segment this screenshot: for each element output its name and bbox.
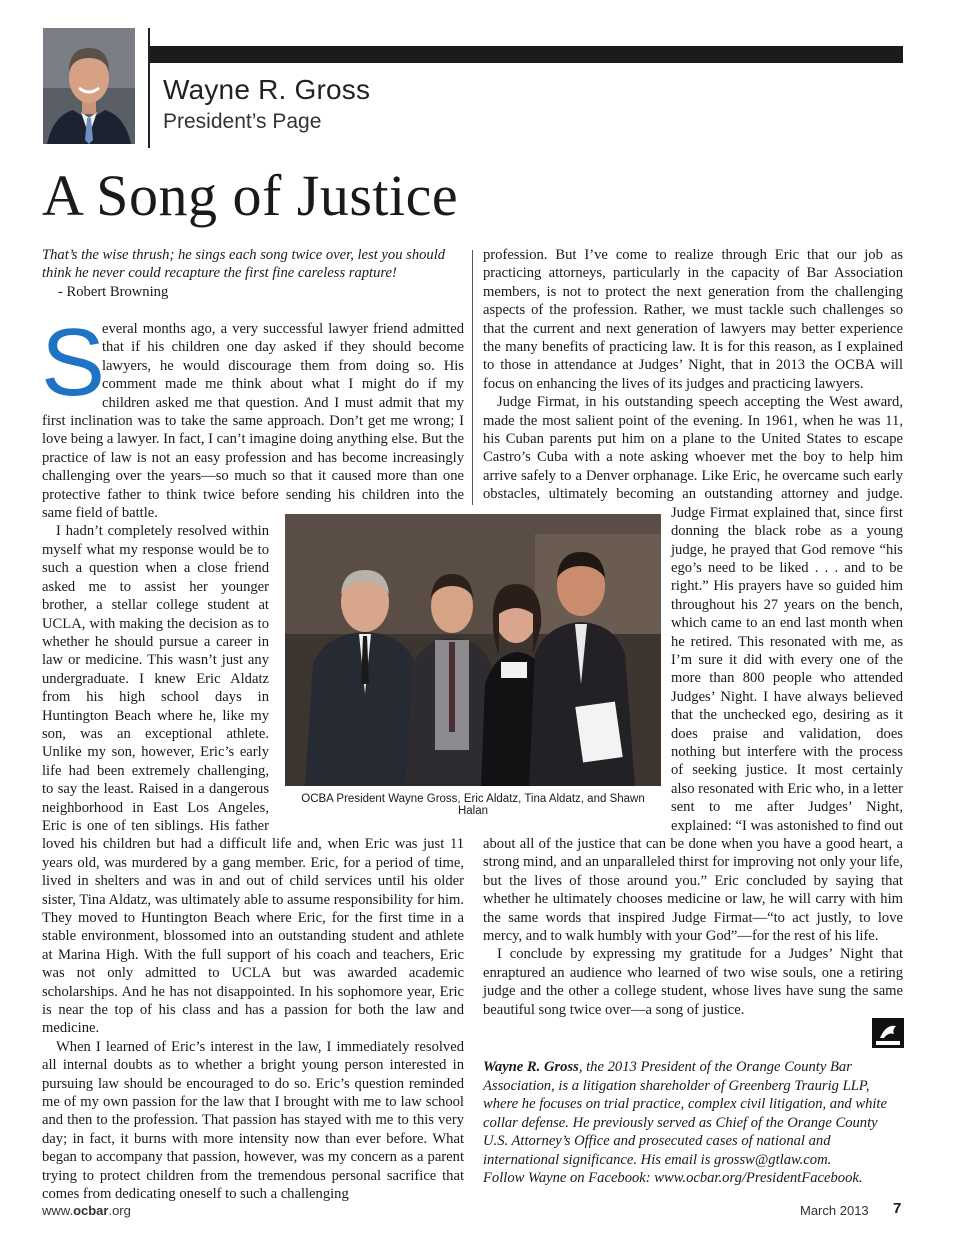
footer-site-main: ocbar bbox=[73, 1203, 109, 1218]
page-number: 7 bbox=[893, 1200, 902, 1217]
paragraph: I conclude by expressing my gratitude for a Judges’ Night that enraptured an audience who learned of two wise souls, one a retiring judge and the other a college student, whose lives have sung the same beautiful song twice over—a song of justice. bbox=[483, 946, 903, 1018]
group-photo-image bbox=[285, 514, 661, 786]
event-photo bbox=[285, 514, 661, 786]
epigraph: That’s the wise thrush; he sings each song twice over, lest you should think he never could recapture the first fine careless rapture! bbox=[42, 247, 446, 282]
bio-follow: Follow Wayne on Facebook: www.ocbar.org/PresidentFacebook. bbox=[483, 1170, 863, 1186]
paragraph: everal months ago, a very successful lawyer friend admitted that if his children one day asked if they should become lawyers, he would discourage them from doing so. His comment made me think about what I might do if my children asked me that question. And I must admit that my first inclination was to take the same approach. Don’t get me wrong; I love being a lawyer. In fact, I can’t imagine doing anything else. But the practice of law is not an easy profession and has become increasingly challenging over the years—so much so that it caused more than one protective father to think twice before sending his children into the same field of battle. bbox=[42, 321, 465, 522]
bio-name: Wayne R. Gross bbox=[483, 1059, 579, 1075]
paragraph: When I learned of Eric’s interest in the law, I immediately resolved all internal doubts as to whether a bright young person interested in pursuing law should be encouraged to do so. Eric’s question reminded me of my own passion for the law that I brought with me to law school and then to the profession. That passion has stayed with me to this very day; in fact, it burns with more intensity now than ever before. What began to accompany that passion, however, was my concern as a parent trying to protect children from the tremendous personal sacrifice that comes from dedicating oneself to such a challenging bbox=[42, 1038, 464, 1203]
epigraph-attribution: - Robert Browning bbox=[58, 284, 169, 300]
drop-cap: S bbox=[41, 309, 106, 416]
article-title: A Song of Justice bbox=[42, 163, 459, 228]
column-divider bbox=[472, 250, 473, 505]
photo-caption: OCBA President Wayne Gross, Eric Aldatz, Tina Aldatz, and Shawn Halan bbox=[301, 793, 645, 817]
bio-text: , the 2013 President of the Orange County Bar Association, is a litigation shareholder of Greenberg Traurig LLP, where he focuses on trial practice, complex civil litigation, and white collar defense. He previously served as Chief of the Orange County U.S. Attorney’s Office and prosecuted cases of national and international significance. His email is grossw@gtlaw.com. bbox=[483, 1059, 887, 1168]
author-photo bbox=[43, 28, 135, 144]
paragraph: Judge Firmat, in his outstanding speech accepting the West award, made the most salient point of the evening. In 1961, when he was 11, his Cuban parents put him on a plane to the United States to escape Castro’s Cuba with a note asking whoever met the boy to help him arrive safely to a Denver orphanage. Like Eric, he overcame such early obstacles, ultimately becoming an outstanding attorney and judge. Judge Firmat explained that, since first donning the black robe as a young judge, he prayed that God remove “his ego’s need to be liked . . . and to be right.” His prayers have so guided him throughout his 27 years on the bench, which came to an end last month when he retired. This resonated with me, as I’m sure it did with every one of the more than 800 people who attended Judges’ Night. I have always believed that the unchecked ego, desiring as it does praise and validation, does nothing but interfere with the process of seeking justice. It most certainly also resonated with Eric who, in a letter sent to me after Judges’ Night, explained: “I was astonished to find out about all of the justice that can be done when you have a good heart, a strong mind, and an unparalleled thirst for improving not only your life, but the lives of those around you.” Eric concluded by saying that whether he ultimately chooses medicine or law, he will carry with him the same words that inspired Judge Firmat—“to act justly, to love mercy, and to walk humbly with your God”—for the rest of his life. bbox=[483, 394, 903, 945]
author-bio bbox=[483, 1058, 903, 1188]
header-bar bbox=[150, 46, 903, 63]
footer-date: March 2013 bbox=[800, 1203, 869, 1218]
footer-website bbox=[42, 1203, 131, 1218]
author-name: Wayne R. Gross bbox=[163, 74, 371, 105]
ocba-logo-icon bbox=[872, 1018, 904, 1048]
footer-site-suffix: .org bbox=[108, 1203, 131, 1218]
paragraph: profession. But I’ve come to realize through Eric that our job as practicing attorneys, particularly in the capacity of Bar Association members, is not to protect the next generation from the challenging aspects of the profession. Rather, we must tackle such challenges so that the current and next generation of lawyers may better experience the many benefits of practicing law. It is for this reason, as I explained to those in attendance at Judges’ Night, that in 2013 the OCBA will focus on enhancing the lives of its judges and practicing lawyers. bbox=[483, 247, 903, 392]
section-name: President’s Page bbox=[163, 110, 322, 133]
paragraph: I hadn’t completely resolved within myself what my response would be to such a question when a close friend asked me to assist her younger brother, a stellar college student at UCLA, with making the decision as to whether he should pursue a career in law or medicine. This wasn’t just any undergraduate. I knew Eric Aldatz from his high school days in Huntington Beach where he, like my son, was an exceptional athlete. Unlike my son, however, Eric’s early life had been extremely challenging, to say the least. Raised in a dangerous neighborhood in East Los Angeles, Eric is one of ten siblings. His father loved his children but had a difficult life and, when Eric was just 11 years old, was murdered by a gang member. Eric, for a period of time, lived in shelters and was in and out of child services until his older sister, Tina Aldatz, was ultimately able to assume responsibility for him. They moved to Huntington Beach where Eric, for the first time in a stable environment, blossomed into an outstanding student and athlete at Marina High. With the full support of his coach and teachers, Eric was not only admitted to UCLA but was awarded academic scholarships. And he has not disappointed. In his sophomore year, Eric is near the top of his class and has a passion for both the law and medicine. bbox=[42, 523, 464, 1037]
author-portrait-icon bbox=[43, 28, 135, 144]
footer-site-prefix: www. bbox=[42, 1203, 74, 1218]
